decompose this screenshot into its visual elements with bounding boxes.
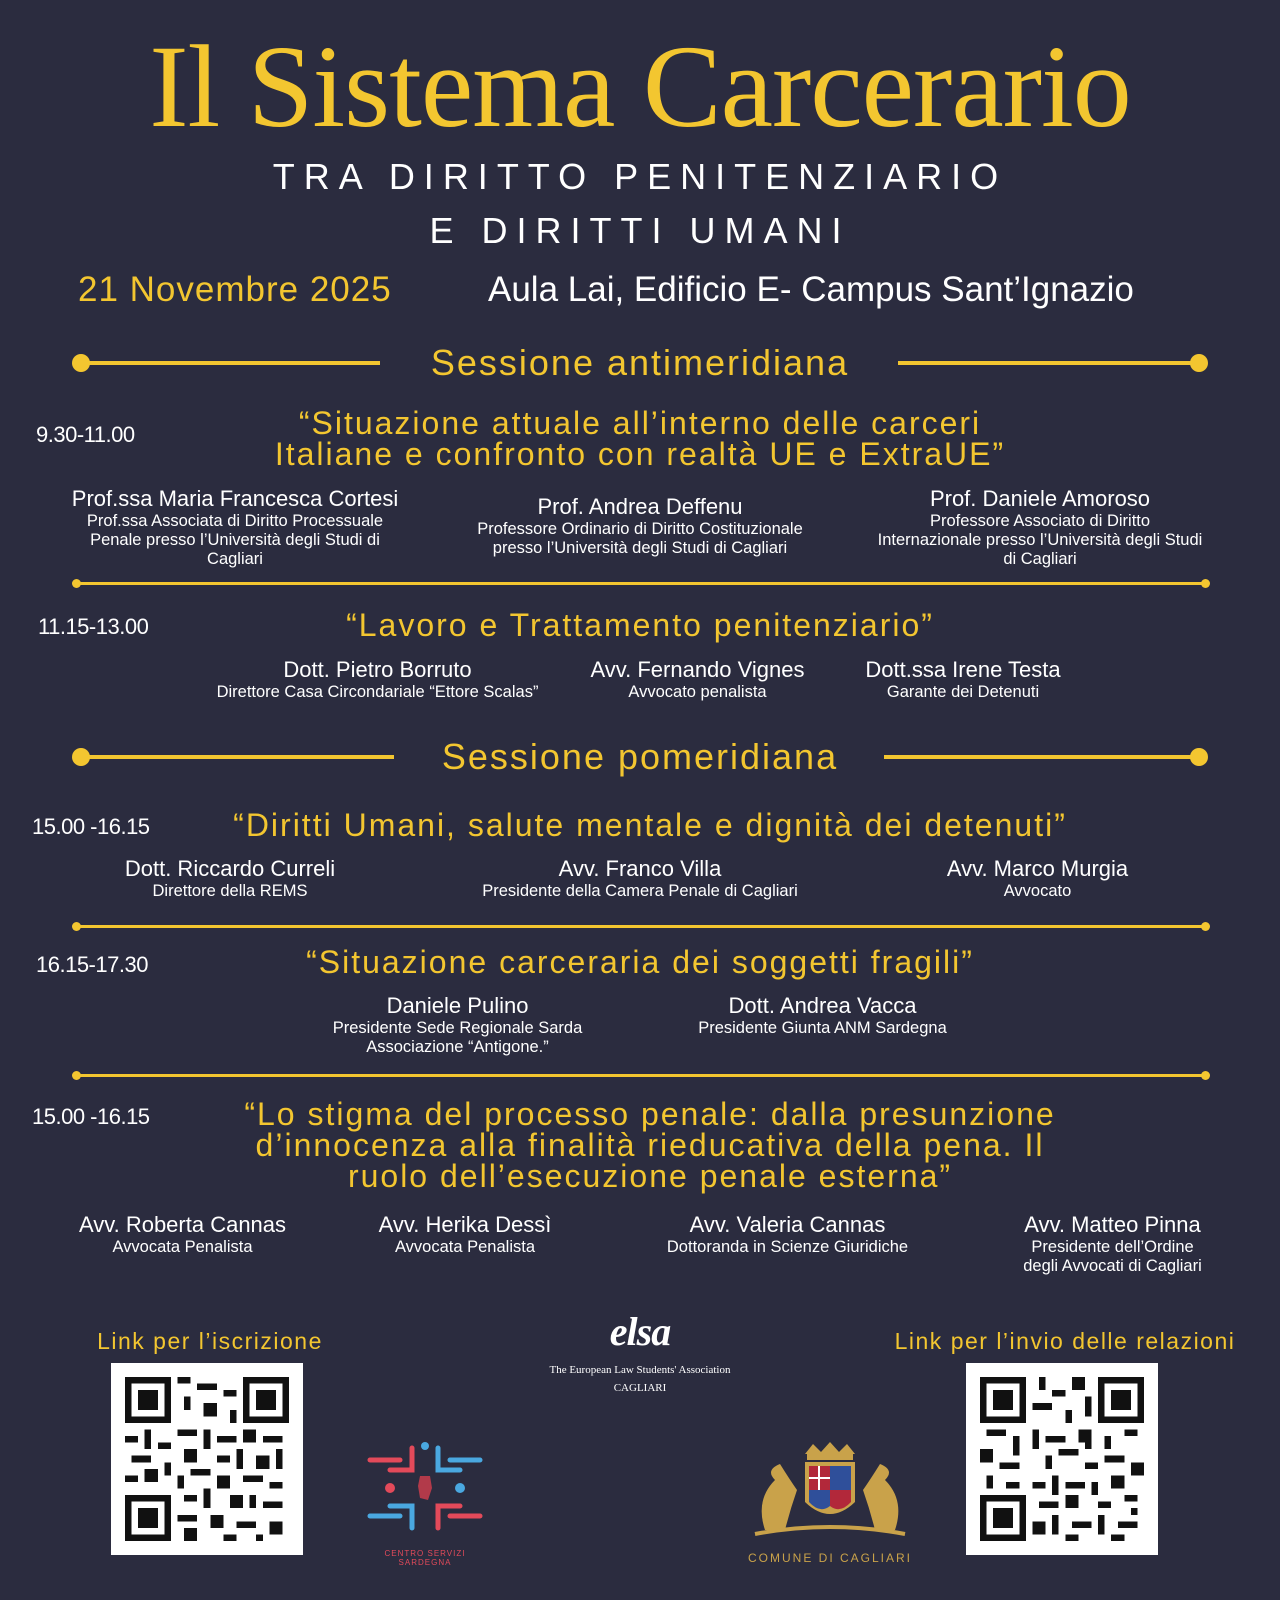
submission-qr-code[interactable] <box>966 1363 1158 1555</box>
speaker-name: Dott. Pietro Borruto <box>283 657 472 682</box>
speaker-name: Avv. Roberta Cannas <box>78 1212 287 1237</box>
elsa-city: CAGLIARI <box>613 1382 667 1394</box>
speaker <box>440 856 840 901</box>
comune-name: COMUNE DI CAGLIARI <box>747 1551 912 1565</box>
speaker-name: Prof.ssa Maria Francesca Cortesi <box>71 486 399 511</box>
speaker <box>900 856 1175 901</box>
speaker <box>630 1212 945 1257</box>
event-date: 21 Novembre 2025 <box>78 270 392 309</box>
comune-di-cagliari-logo <box>735 1440 925 1570</box>
speaker-name: Dott. Andrea Vacca <box>728 993 917 1018</box>
speaker-name: Avv. Matteo Pinna <box>1024 1212 1201 1237</box>
speaker <box>355 1212 575 1257</box>
elsa-logo <box>530 1309 750 1394</box>
panel-title-line: d’innocenza alla finalità rieducativa della pena. Il <box>255 1127 1045 1163</box>
speaker-role: Avvocata Penalista <box>394 1238 536 1256</box>
speaker-role: Avvocato penalista <box>628 683 767 701</box>
speaker-role: Garante dei Detenuti <box>886 683 1040 701</box>
panel-title-line: Italiane e confronto con realtà UE e ExtraUE” <box>274 436 1006 472</box>
elsa-name: The European Law Students' Association <box>549 1364 731 1376</box>
speaker-name: Avv. Marco Murgia <box>946 856 1129 881</box>
speaker <box>190 657 565 702</box>
csv-name: CENTRO SERVIZI SARDEGNA <box>384 1549 466 1567</box>
speaker-role: degli Avvocati di Cagliari <box>1023 1257 1202 1275</box>
panel-time: 15.00 -16.15 <box>32 814 150 839</box>
registration-qr-code[interactable] <box>111 1363 303 1555</box>
speaker-role: Direttore Casa Circondariale “Ettore Scalas” <box>216 683 539 701</box>
qr-code-icon <box>125 1377 289 1541</box>
speaker-name: Avv. Valeria Cannas <box>689 1212 886 1237</box>
csv-emblem-icon <box>360 1438 490 1538</box>
panel-title-line: “Situazione carceraria dei soggetti fragili” <box>306 944 974 980</box>
afternoon-session-label: Sessione pomeridiana <box>441 736 839 777</box>
panel-title-line: ruolo dell’esecuzione penale esterna” <box>347 1158 953 1194</box>
event-title: Il Sistema Carcerario <box>149 21 1131 152</box>
speaker-role: Presidente della Camera Penale di Cagliari <box>482 882 798 900</box>
speaker-role: Prof.ssa Associata di Diritto Processuale <box>86 512 384 530</box>
speaker <box>80 856 380 901</box>
speaker-name: Dott.ssa Irene Testa <box>865 657 1061 682</box>
speaker-name: Daniele Pulino <box>386 993 529 1018</box>
divider-line <box>884 755 1202 759</box>
divider-line <box>898 361 1202 365</box>
panel-time: 9.30-11.00 <box>36 422 135 447</box>
panel-title <box>150 607 1130 643</box>
speaker-name: Avv. Herika Dessì <box>378 1212 552 1237</box>
speaker <box>310 993 605 1057</box>
speaker-name: Prof. Andrea Deffenu <box>537 494 743 519</box>
panel-title <box>150 944 1130 980</box>
morning-session-label: Sessione antimeridiana <box>430 342 850 383</box>
panel-time: 11.15-13.00 <box>38 614 149 639</box>
elsa-logo-text: elsa <box>609 1309 671 1354</box>
speaker <box>670 993 975 1038</box>
speaker-role: Penale presso l’Università degli Studi di <box>90 531 380 549</box>
section-divider <box>75 925 1207 928</box>
panel-title-line: “Diritti Umani, salute mentale e dignità dei detenuti” <box>233 807 1067 843</box>
speaker-role: Avvocato <box>1003 882 1072 900</box>
registration-link-label: Link per l’iscrizione <box>97 1328 323 1354</box>
centro-servizi-sardegna-logo <box>360 1438 490 1567</box>
speaker <box>840 486 1240 569</box>
speaker-name: Avv. Fernando Vignes <box>590 657 805 682</box>
speaker <box>440 494 840 558</box>
speaker-role: Presidente dell’Ordine <box>1031 1238 1194 1256</box>
panel-time: 15.00 -16.15 <box>32 1104 150 1129</box>
panel-time: 16.15-17.30 <box>36 952 148 977</box>
submission-link-label: Link per l’invio delle relazioni <box>894 1328 1236 1354</box>
divider-dot <box>1190 748 1208 766</box>
event-subtitle-line2: E DIRITTI UMANI <box>429 210 851 251</box>
qr-code-icon <box>980 1377 1144 1541</box>
divider-dot <box>1190 354 1208 372</box>
speaker <box>50 1212 315 1257</box>
panel-title <box>160 807 1140 843</box>
speaker-role: Avvocata Penalista <box>112 1238 253 1256</box>
panel-title-line: “Situazione attuale all’interno delle carceri <box>298 405 982 441</box>
section-divider <box>75 1074 1207 1077</box>
speaker-role: presso l’Università degli Studi di Cagliari <box>492 539 788 557</box>
speaker <box>570 657 825 702</box>
speaker-role: Associazione “Antigone.” <box>366 1038 549 1056</box>
speaker-role: Professore Associato di Diritto <box>929 512 1151 530</box>
speaker-name: Prof. Daniele Amoroso <box>929 486 1151 511</box>
speaker <box>995 1212 1230 1276</box>
afternoon-session-header <box>0 736 1280 776</box>
panel-title <box>170 1096 1130 1194</box>
speaker-role: Cagliari <box>207 550 263 568</box>
speaker <box>838 657 1088 702</box>
speaker-name: Dott. Riccardo Curreli <box>124 856 336 881</box>
panel-title-line: “Lo stigma del processo penale: dalla presunzione <box>244 1096 1056 1132</box>
speaker-role: Dottoranda in Scienze Giuridiche <box>666 1238 909 1256</box>
speaker-role: Presidente Sede Regionale Sarda <box>332 1019 583 1037</box>
speaker-role: di Cagliari <box>1003 550 1077 568</box>
speaker-role: Professore Ordinario di Diritto Costituzionale <box>477 520 803 538</box>
coat-of-arms-icon <box>735 1440 925 1540</box>
speaker <box>40 486 430 569</box>
section-divider <box>75 582 1207 585</box>
speaker-role: Direttore della REMS <box>152 882 308 900</box>
speaker-name: Avv. Franco Villa <box>558 856 722 881</box>
event-venue: Aula Lai, Edificio E- Campus Sant’Ignazio <box>488 270 1134 309</box>
speaker-role: Internazionale presso l’Università degli Studi <box>877 531 1203 549</box>
morning-session-header <box>0 342 1280 382</box>
panel-title-line: “Lavoro e Trattamento penitenziario” <box>346 607 934 643</box>
event-subtitle-line1: TRA DIRITTO PENITENZIARIO <box>272 156 1008 197</box>
speaker-role: Presidente Giunta ANM Sardegna <box>698 1019 947 1037</box>
panel-title <box>150 405 1130 472</box>
